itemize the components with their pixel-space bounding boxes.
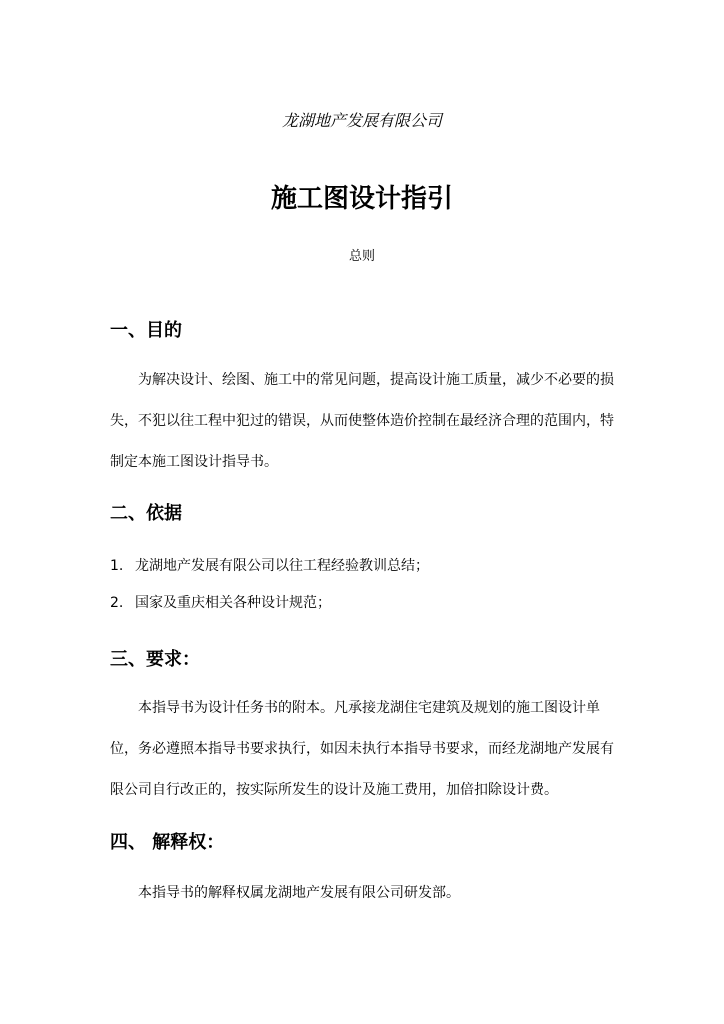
- list-item-text: 龙湖地产发展有限公司以往工程经验教训总结；: [135, 558, 429, 574]
- section-paragraph-requirements: 本指导书为设计任务书的附本。凡承接龙湖住宅建筑及规划的施工图设计单位，务必遵照本指导书要求执行，如因未执行本指导书要求，而经龙湖地产发展有限公司自行改正的，按实际所发生的设计及施工费用，加倍扣除设计费。: [110, 700, 614, 798]
- section-heading-basis: 二、依据: [110, 503, 182, 524]
- section-heading-interpretation: 四、 解释权：: [110, 832, 225, 853]
- company-name: 龙湖地产发展有限公司: [281, 111, 442, 130]
- list-item: [110, 592, 331, 612]
- list-item: [110, 555, 429, 575]
- list-item-number: 2.: [110, 595, 124, 611]
- section-heading-requirements: 三、要求：: [110, 649, 200, 670]
- section-paragraph-purpose: 为解决设计、绘图、施工中的常见问题，提高设计施工质量，减少不必要的损失，不犯以往工程中犯过的错误，从而使整体造价控制在最经济合理的范围内，特制定本施工图设计指导书。: [110, 372, 614, 470]
- section-heading-purpose: 一、目的: [110, 320, 182, 341]
- list-item-text: 国家及重庆相关各种设计规范；: [135, 595, 331, 611]
- section-paragraph-interpretation: 本指导书的解释权属龙湖地产发展有限公司研发部。: [138, 885, 460, 901]
- document-title: 施工图设计指引: [270, 184, 453, 214]
- list-item-number: 1.: [110, 558, 124, 574]
- document-subtitle: 总则: [348, 249, 375, 264]
